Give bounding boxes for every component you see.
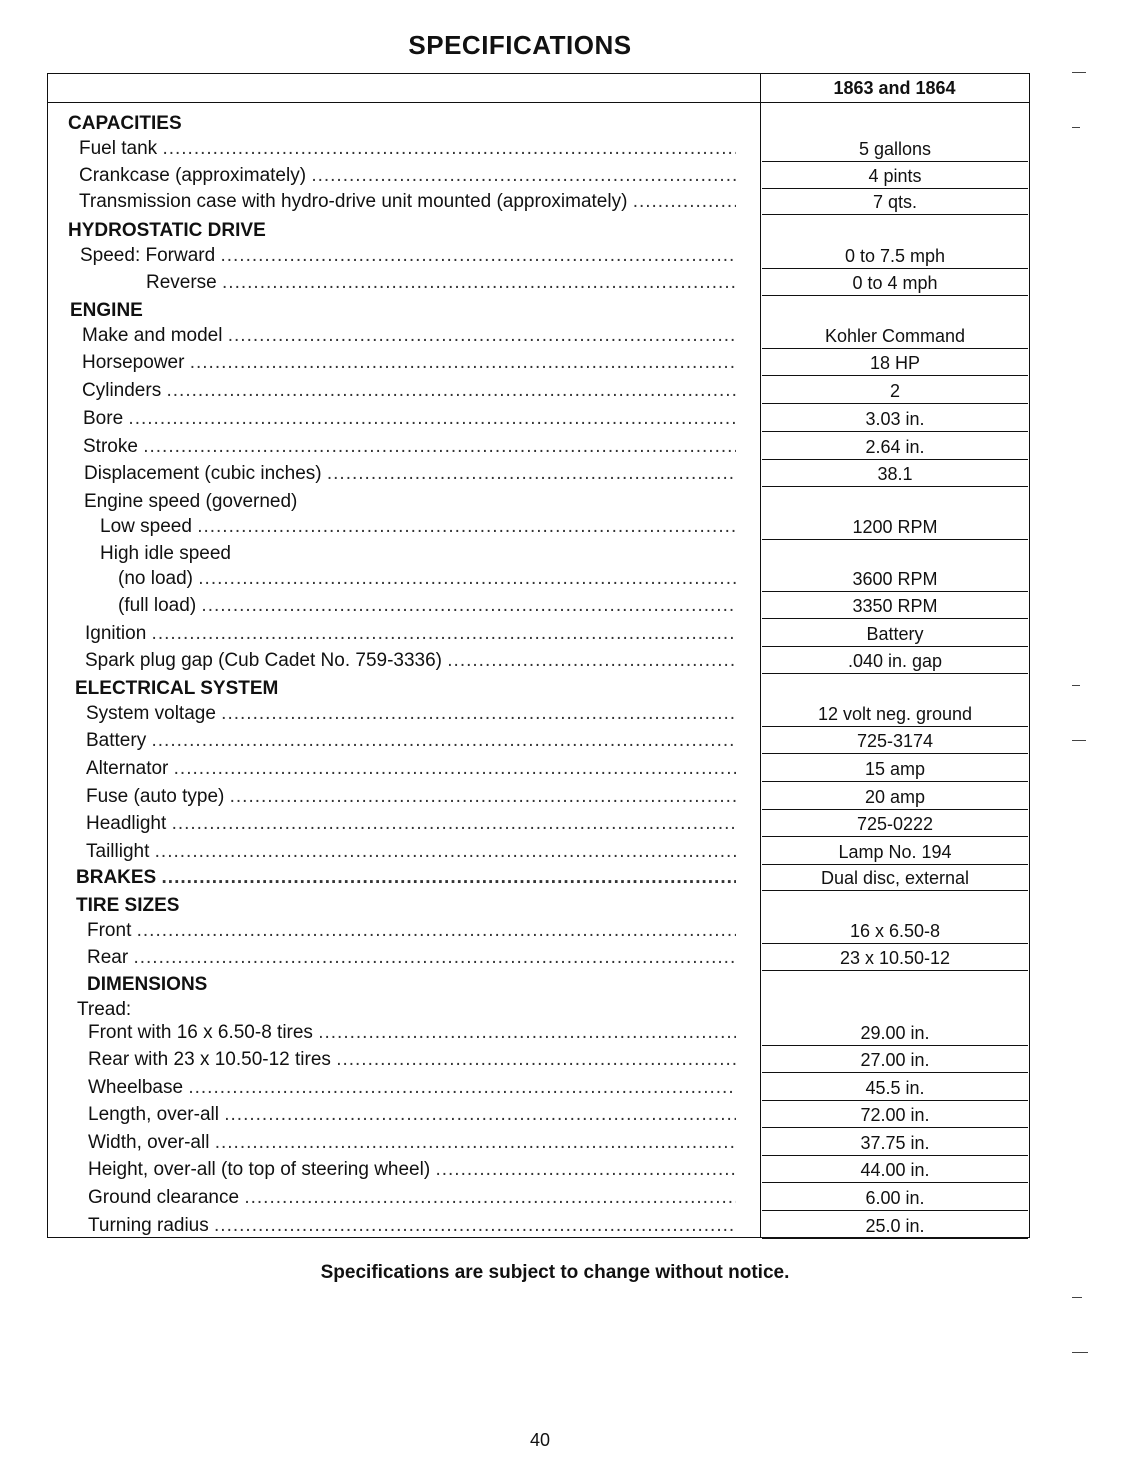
spec-value: 16 x 6.50-8: [762, 919, 1028, 944]
spec-value: .040 in. gap: [762, 649, 1028, 674]
spec-label: Front with 16 x 6.50-8 tires .....: [48, 1019, 736, 1047]
section-row: [48, 297, 1029, 325]
spec-row: [48, 1019, 1029, 1047]
margin-mark: [1072, 72, 1086, 73]
section-row: [48, 110, 1029, 138]
footer-note: Specifications are subject to change without notice.: [320, 1262, 790, 1283]
spec-row: [48, 1184, 1029, 1212]
spec-label: System voltage .....: [48, 700, 736, 728]
spec-label: Rear with 23 x 10.50-12 tires .....: [48, 1046, 736, 1074]
spec-row: [48, 727, 1029, 755]
spec-value: Lamp No. 194: [762, 840, 1028, 865]
section-heading: HYDROSTATIC DRIVE: [68, 220, 266, 241]
spec-label: Tread:: [77, 999, 132, 1020]
spec-value: 0 to 4 mph: [762, 271, 1028, 296]
spec-label: Taillight .....: [48, 838, 736, 866]
spec-label: Make and model .....: [48, 322, 736, 350]
spec-label: Alternator .....: [48, 755, 736, 783]
spec-label: Width, over-all .....: [48, 1129, 736, 1157]
spec-value: Battery: [762, 622, 1028, 647]
spec-value: 725-3174: [762, 729, 1028, 754]
spec-row: [48, 1046, 1029, 1074]
spec-row: [48, 592, 1029, 620]
spec-value: Kohler Command: [762, 324, 1028, 349]
spec-label: Ground clearance .....: [48, 1184, 736, 1212]
spec-row: [48, 565, 1029, 593]
spec-value: 0 to 7.5 mph: [762, 244, 1028, 269]
spec-value: 2.64 in.: [762, 435, 1028, 460]
spec-label: Length, over-all .....: [48, 1101, 736, 1129]
spec-row: [48, 135, 1029, 163]
spec-row: [48, 783, 1029, 811]
spec-value: 29.00 in.: [762, 1021, 1028, 1046]
spec-row: [48, 540, 1029, 568]
spec-value: 23 x 10.50-12: [762, 946, 1028, 971]
spec-row: [48, 700, 1029, 728]
spec-label: Cylinders .....: [48, 377, 736, 405]
section-row: [48, 217, 1029, 245]
spec-value: 44.00 in.: [762, 1158, 1028, 1183]
spec-value: 18 HP: [762, 351, 1028, 376]
spec-row: [48, 349, 1029, 377]
spec-value: 1200 RPM: [762, 515, 1028, 540]
spec-label: Speed: Forward .....: [48, 242, 736, 270]
spec-value: 3.03 in.: [762, 407, 1028, 432]
section-heading: BRAKES .....: [48, 864, 736, 892]
spec-label: Displacement (cubic inches) .....: [48, 460, 736, 488]
spec-value: 15 amp: [762, 757, 1028, 782]
spec-label: (no load) .....: [48, 565, 736, 593]
spec-row: [48, 944, 1029, 972]
spec-value: 12 volt neg. ground: [762, 702, 1028, 727]
spec-value: 3600 RPM: [762, 567, 1028, 592]
spec-row: [48, 433, 1029, 461]
spec-label: Reverse .....: [48, 269, 736, 297]
page-number: 40: [529, 1430, 551, 1450]
spec-label: Fuse (auto type) .....: [48, 783, 736, 811]
spec-value: 3350 RPM: [762, 594, 1028, 619]
spec-value: 37.75 in.: [762, 1131, 1028, 1156]
spec-label: Low speed .....: [48, 513, 736, 541]
spec-row: [48, 647, 1029, 675]
section-heading: CAPACITIES: [68, 113, 182, 134]
margin-mark: [1072, 127, 1080, 128]
spec-value: 2: [762, 379, 1028, 404]
spec-row: [48, 1129, 1029, 1157]
spec-label: Headlight .....: [48, 810, 736, 838]
spec-row: [48, 269, 1029, 297]
spec-label: Spark plug gap (Cub Cadet No. 759-3336) .....: [48, 647, 736, 675]
section-row: [48, 892, 1029, 920]
spec-value: 20 amp: [762, 785, 1028, 810]
spec-label: Bore .....: [48, 405, 736, 433]
spec-value: 5 gallons: [762, 137, 1028, 162]
spec-row: [48, 1156, 1029, 1184]
spec-label: High idle speed: [100, 543, 231, 564]
spec-value: 4 pints: [762, 164, 1028, 189]
spec-value: 25.0 in.: [762, 1214, 1028, 1239]
spec-row: [48, 242, 1029, 270]
margin-mark: [1072, 685, 1080, 686]
spec-value: 72.00 in.: [762, 1103, 1028, 1128]
spec-row: [48, 1101, 1029, 1129]
spec-label: (full load) .....: [48, 592, 736, 620]
specifications-table: [47, 73, 1030, 1238]
spec-value: 6.00 in.: [762, 1186, 1028, 1211]
spec-label: Battery .....: [48, 727, 736, 755]
spec-label: Wheelbase .....: [48, 1074, 736, 1102]
spec-label: Horsepower .....: [48, 349, 736, 377]
spec-label: Rear .....: [48, 944, 736, 972]
section-heading: DIMENSIONS: [87, 974, 208, 995]
section-heading: ENGINE: [70, 300, 143, 321]
section-row: [48, 971, 1029, 999]
spec-label: Height, over-all (to top of steering wheel) .....: [48, 1156, 736, 1184]
spec-label: Engine speed (governed): [84, 491, 298, 512]
spec-label: Front .....: [48, 917, 736, 945]
section-row: [48, 675, 1029, 703]
spec-row: [48, 377, 1029, 405]
margin-mark: [1072, 740, 1086, 741]
spec-row: [48, 1074, 1029, 1102]
spec-row: [48, 620, 1029, 648]
spec-row: [48, 162, 1029, 190]
spec-row: [48, 460, 1029, 488]
spec-value: 725-0222: [762, 812, 1028, 837]
spec-label: Crankcase (approximately) .....: [48, 162, 736, 190]
spec-value: 27.00 in.: [762, 1048, 1028, 1073]
spec-label: Transmission case with hydro-drive unit mounted (approximately) .....: [48, 188, 736, 216]
spec-label: Ignition .....: [48, 620, 736, 648]
spec-value: 7 qts.: [762, 190, 1028, 215]
spec-row: [48, 917, 1029, 945]
spec-label: Fuel tank .....: [48, 135, 736, 163]
spec-row: [48, 488, 1029, 516]
model-column-header: 1863 and 1864: [833, 78, 956, 98]
spec-row: [48, 810, 1029, 838]
page-title: SPECIFICATIONS: [408, 30, 632, 60]
spec-row: [48, 405, 1029, 433]
section-heading: TIRE SIZES: [76, 895, 180, 916]
margin-mark: [1072, 1352, 1088, 1353]
spec-label: Stroke .....: [48, 433, 736, 461]
spec-row: [48, 755, 1029, 783]
spec-row: [48, 1212, 1029, 1240]
spec-value: 45.5 in.: [762, 1076, 1028, 1101]
section-heading: ELECTRICAL SYSTEM: [75, 678, 279, 699]
spec-row: [48, 322, 1029, 350]
spec-row: [48, 838, 1029, 866]
spec-row: [48, 513, 1029, 541]
spec-value: 38.1: [762, 462, 1028, 487]
spec-row: [48, 188, 1029, 216]
section-row: [48, 864, 1029, 892]
margin-mark: [1072, 1297, 1082, 1298]
spec-value: Dual disc, external: [762, 866, 1028, 891]
spec-label: Turning radius .....: [48, 1212, 736, 1240]
